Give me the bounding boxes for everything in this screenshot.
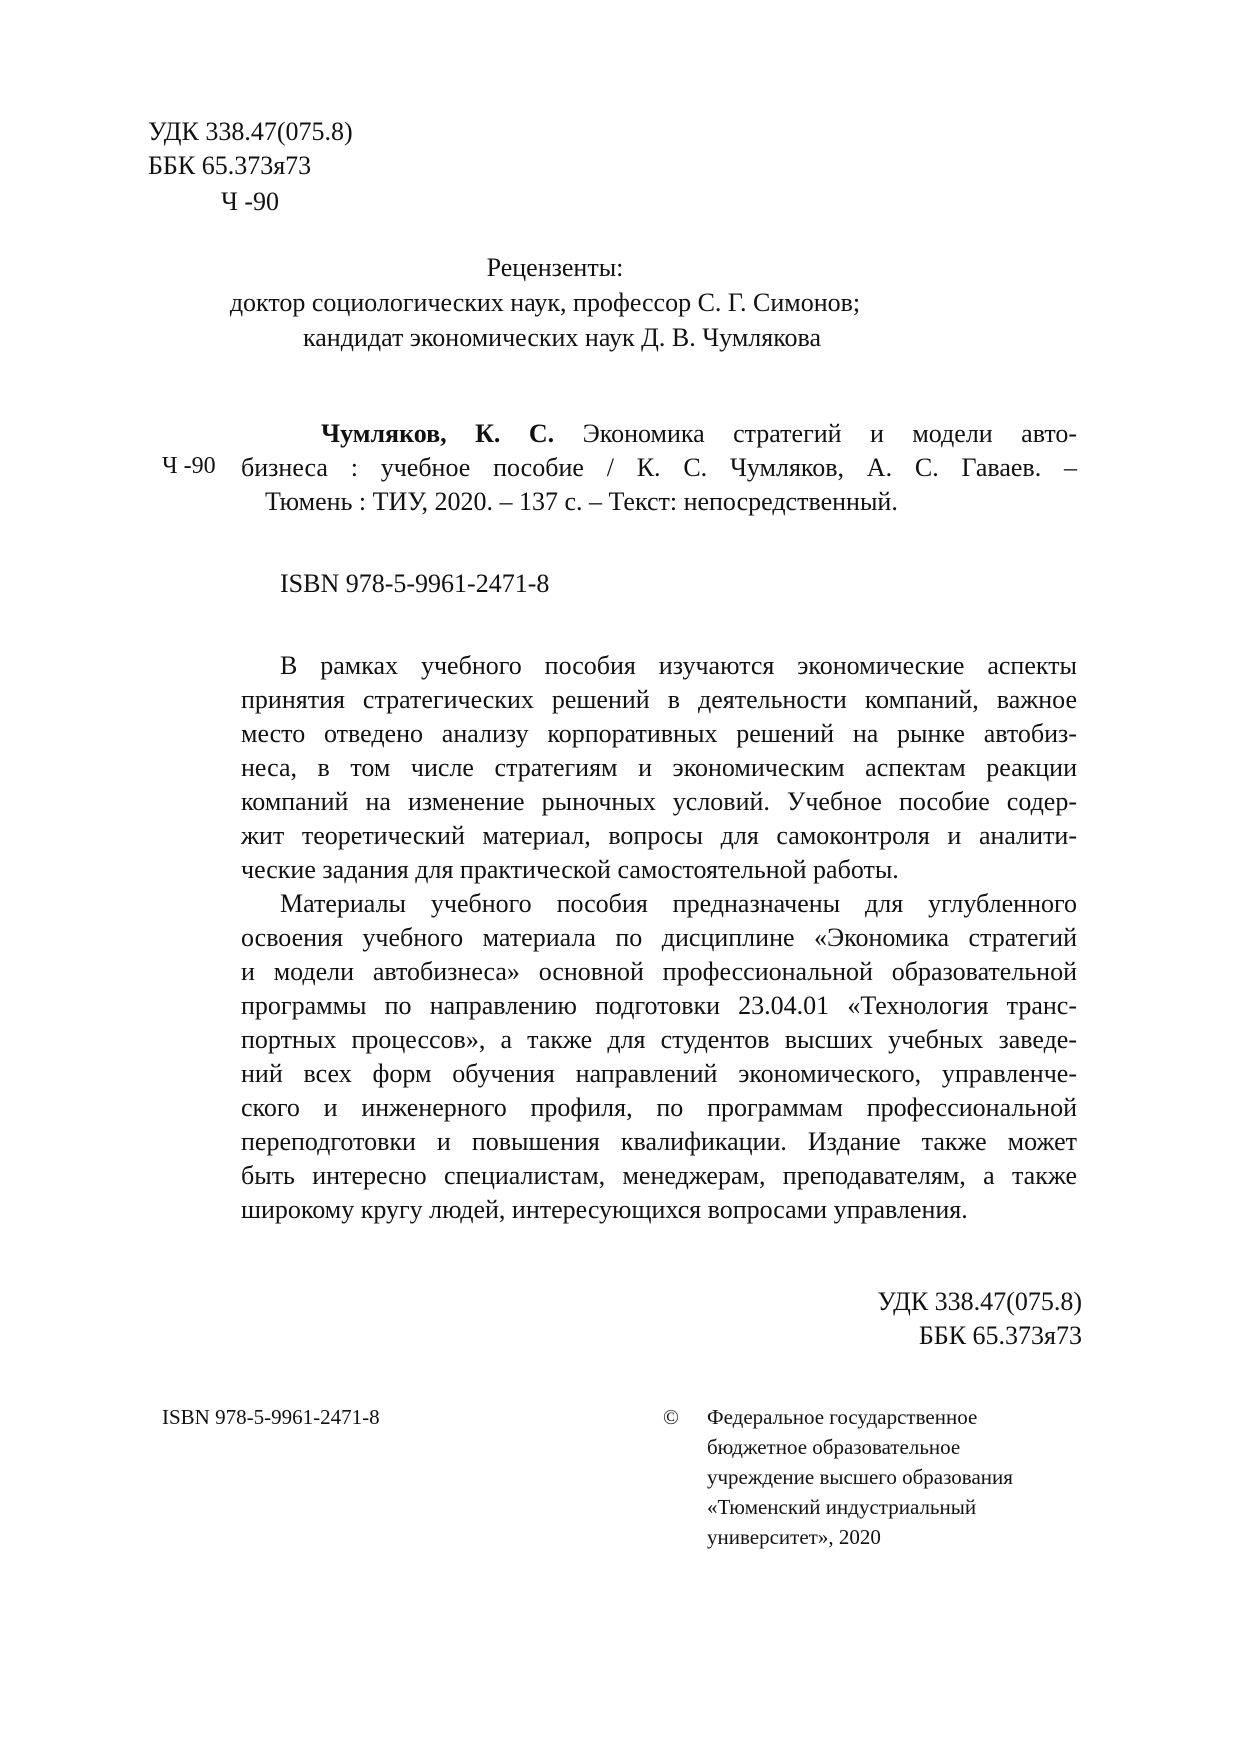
record-author: Чумляков, К. С.	[321, 419, 555, 448]
bibliographic-record	[241, 418, 1077, 520]
footer-udk-code: УДК 338.47(075.8)	[877, 1287, 1082, 1316]
record-line: бизнеса : учебное пособие / К. С. Чумляков, А. С. Гаваев. –	[241, 453, 1077, 482]
publisher-line: бюджетное образовательное	[707, 1435, 961, 1459]
record-title-start: Экономика стратегий и модели авто-	[554, 419, 1077, 448]
publisher-line: университет», 2020	[707, 1525, 881, 1549]
annotation-line: В рамках учебного пособия изучаются экономические аспекты	[280, 651, 1077, 680]
isbn: ISBN 978-5-9961-2471-8	[280, 569, 550, 598]
publisher-line: Федеральное государственное	[707, 1405, 978, 1429]
annotation-line: принятия стратегических решений в деятельности компаний, важное	[241, 685, 1077, 714]
publisher-block	[707, 1402, 1087, 1552]
reviewers-block	[0, 252, 1090, 354]
footer-isbn: ISBN 978-5-9961-2471-8	[162, 1405, 380, 1429]
footer-bbk-code: ББК 65.373я73	[918, 1321, 1082, 1350]
udk-code: УДК 338.47(075.8)	[148, 117, 353, 146]
cutter-mark: Ч -90	[221, 187, 280, 216]
annotation-line: ческие задания для практической самостоятельной работы.	[241, 855, 899, 884]
annotation-line: быть интересно специалистам, менеджерам, преподавателям, а также	[241, 1161, 1077, 1190]
annotation-line: неса, в том числе стратегиям и экономическим аспектам реакции	[241, 753, 1077, 782]
annotation-line: программы по направлению подготовки 23.04.01 «Технология транс-	[241, 991, 1077, 1020]
publisher-line: «Тюменский индустриальный	[707, 1495, 977, 1519]
annotation-line: освоения учебного материала по дисциплине «Экономика стратегий	[241, 923, 1077, 952]
annotation	[241, 650, 1077, 1228]
reviewers-title: Рецензенты:	[486, 253, 624, 282]
annotation-line: ского и инженерного профиля, по программам профессиональной	[241, 1093, 1077, 1122]
record-line	[241, 418, 1077, 452]
annotation-line: Материалы учебного пособия предназначены для углубленного	[280, 889, 1077, 918]
publisher-line: учреждение высшего образования	[707, 1465, 1013, 1489]
annotation-line: портных процессов», а также для студентов высших учебных заведе-	[241, 1025, 1077, 1054]
annotation-line: место отведено анализу корпоративных решений на рынке автобиз-	[241, 719, 1077, 748]
reviewer-line: кандидат экономических наук Д. В. Чумлякова	[303, 323, 821, 352]
annotation-line: переподготовки и повышения квалификации. Издание также может	[241, 1127, 1077, 1156]
annotation-line: компаний на изменение рыночных условий. Учебное пособие содер-	[241, 787, 1077, 816]
reviewer-line: доктор социологических наук, профессор С. Г. Симонов;	[229, 288, 861, 317]
copyright-icon: ©	[663, 1405, 679, 1429]
record-line: Тюмень : ТИУ, 2020. – 137 с. – Текст: непосредственный.	[265, 487, 898, 516]
annotation-line: ний всех форм обучения направлений экономического, управленче-	[241, 1059, 1077, 1088]
annotation-line: и модели автобизнеса» основной профессиональной образовательной	[241, 957, 1077, 986]
record-cutter-mark: Ч -90	[162, 453, 216, 479]
bbk-code: ББК 65.373я73	[148, 151, 312, 180]
annotation-line: жит теоретический материал, вопросы для самоконтроля и аналити-	[241, 821, 1077, 850]
annotation-line: широкому кругу людей, интересующихся вопросами управления.	[241, 1195, 968, 1224]
